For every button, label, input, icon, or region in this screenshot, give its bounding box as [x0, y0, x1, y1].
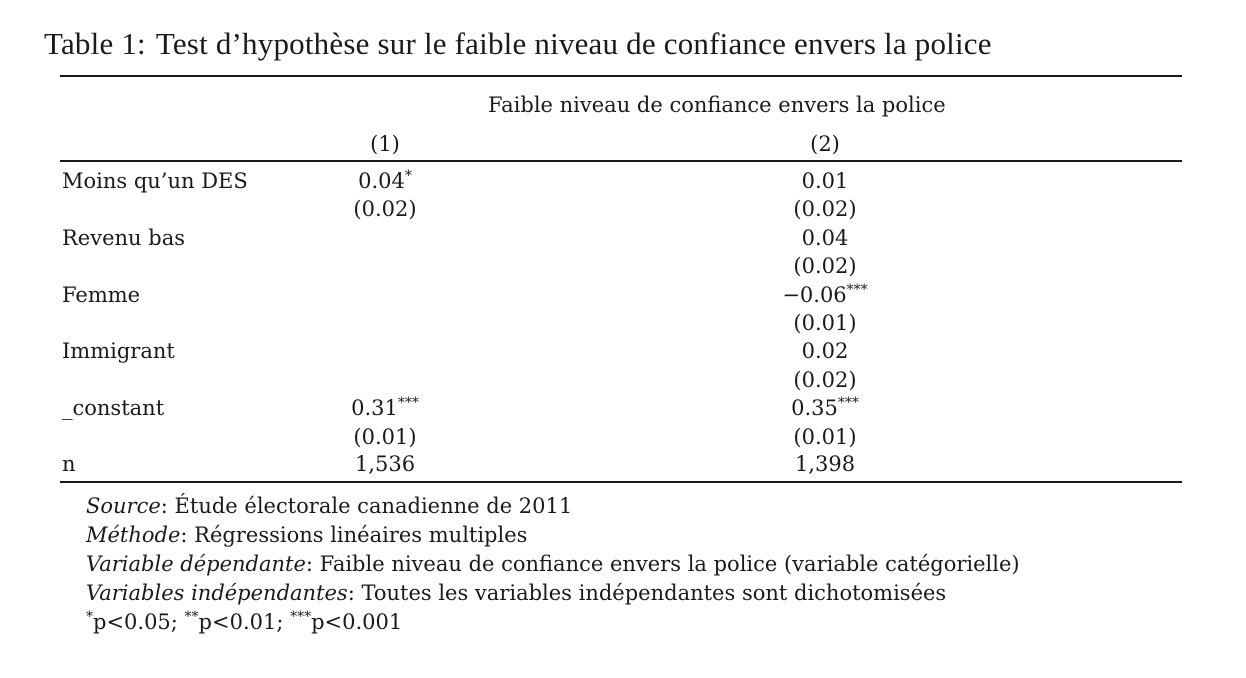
row-label-text: Immigrant — [62, 339, 175, 364]
coef-value: −0.06 — [782, 282, 847, 307]
se-value: (0.02) — [793, 197, 857, 222]
row-label — [62, 396, 164, 420]
column-header-1: (1) — [370, 132, 400, 156]
se-col2 — [755, 311, 895, 335]
note-dependent-label: Variable dépendante — [86, 552, 306, 576]
table-notes — [86, 492, 1020, 637]
note-method-label: Méthode — [86, 523, 181, 547]
caption-text: Test d’hypothèse sur le faible niveau de confiance envers la police — [155, 26, 992, 61]
se-value: (0.01) — [353, 424, 417, 449]
n-row-col2: 1,398 — [794, 452, 856, 476]
top-rule — [60, 75, 1182, 77]
note-method-text: : Régressions linéaires multiples — [180, 523, 528, 547]
coef-col2 — [755, 339, 895, 363]
header-rule — [60, 160, 1182, 162]
row-label-text: Femme — [62, 282, 141, 307]
note-source — [86, 492, 1020, 521]
se-col2 — [755, 368, 895, 392]
coef-col2 — [755, 226, 895, 250]
row-label — [62, 339, 175, 363]
sig-star-2: ** — [184, 609, 199, 625]
coef-stars: * — [404, 168, 412, 184]
coef-value: 0.31 — [351, 396, 398, 421]
column-header-2: (2) — [810, 132, 840, 156]
sig-text-3: p<0.001 — [311, 610, 403, 634]
note-dependent-text: : Faible niveau de confiance envers la police (variable catégorielle) — [305, 552, 1020, 576]
coef-col2 — [755, 169, 895, 193]
se-col2 — [755, 197, 895, 221]
sig-star-1: * — [86, 609, 93, 625]
note-significance — [86, 608, 1020, 637]
sig-star-3: *** — [290, 609, 312, 625]
row-label — [62, 169, 248, 193]
coef-col1 — [315, 169, 455, 193]
note-dependent — [86, 550, 1020, 579]
coef-value: 0.01 — [801, 169, 849, 193]
se-col2 — [755, 425, 895, 449]
sig-text-1: p<0.05; — [93, 610, 185, 634]
coef-value: 0.02 — [801, 339, 849, 364]
coef-col2 — [755, 283, 895, 307]
n-row-label: n — [62, 452, 76, 476]
table-caption — [44, 26, 992, 62]
note-source-text: : Étude électorale canadienne de 2011 — [160, 494, 573, 518]
se-col2 — [755, 254, 895, 278]
coef-stars: *** — [846, 281, 868, 298]
coef-stars: *** — [837, 395, 859, 412]
coef-stars: *** — [397, 395, 419, 412]
se-value: (0.01) — [793, 424, 857, 449]
note-method — [86, 521, 1020, 550]
coef-value: 0.04 — [801, 225, 849, 250]
row-label — [62, 283, 140, 307]
se-col1 — [315, 197, 455, 221]
note-source-label: Source — [86, 494, 161, 518]
bottom-rule — [60, 481, 1182, 483]
se-value: (0.02) — [353, 197, 417, 222]
row-label — [62, 226, 185, 250]
n-row-col1: 1,536 — [354, 452, 416, 476]
caption-label: Table 1: — [44, 26, 146, 61]
row-label-text: Moins qu’un DES — [62, 169, 248, 193]
se-value: (0.02) — [793, 367, 857, 392]
se-value: (0.01) — [793, 311, 857, 335]
coef-col1 — [315, 396, 455, 420]
note-independent-text: : Toutes les variables indépendantes sont dichotomisées — [347, 581, 947, 605]
se-col1 — [315, 425, 455, 449]
note-independent-label: Variables indépendantes — [86, 581, 348, 605]
group-header: Faible niveau de confiance envers la police — [488, 93, 946, 117]
note-independent — [86, 579, 1020, 608]
coef-value: 0.04 — [358, 169, 405, 193]
sig-text-2: p<0.01; — [198, 610, 291, 634]
coef-value: 0.35 — [791, 396, 838, 421]
se-value: (0.02) — [793, 254, 857, 279]
row-label-text: _constant — [62, 396, 165, 421]
row-label-text: Revenu bas — [62, 225, 185, 250]
coef-col2 — [755, 396, 895, 420]
